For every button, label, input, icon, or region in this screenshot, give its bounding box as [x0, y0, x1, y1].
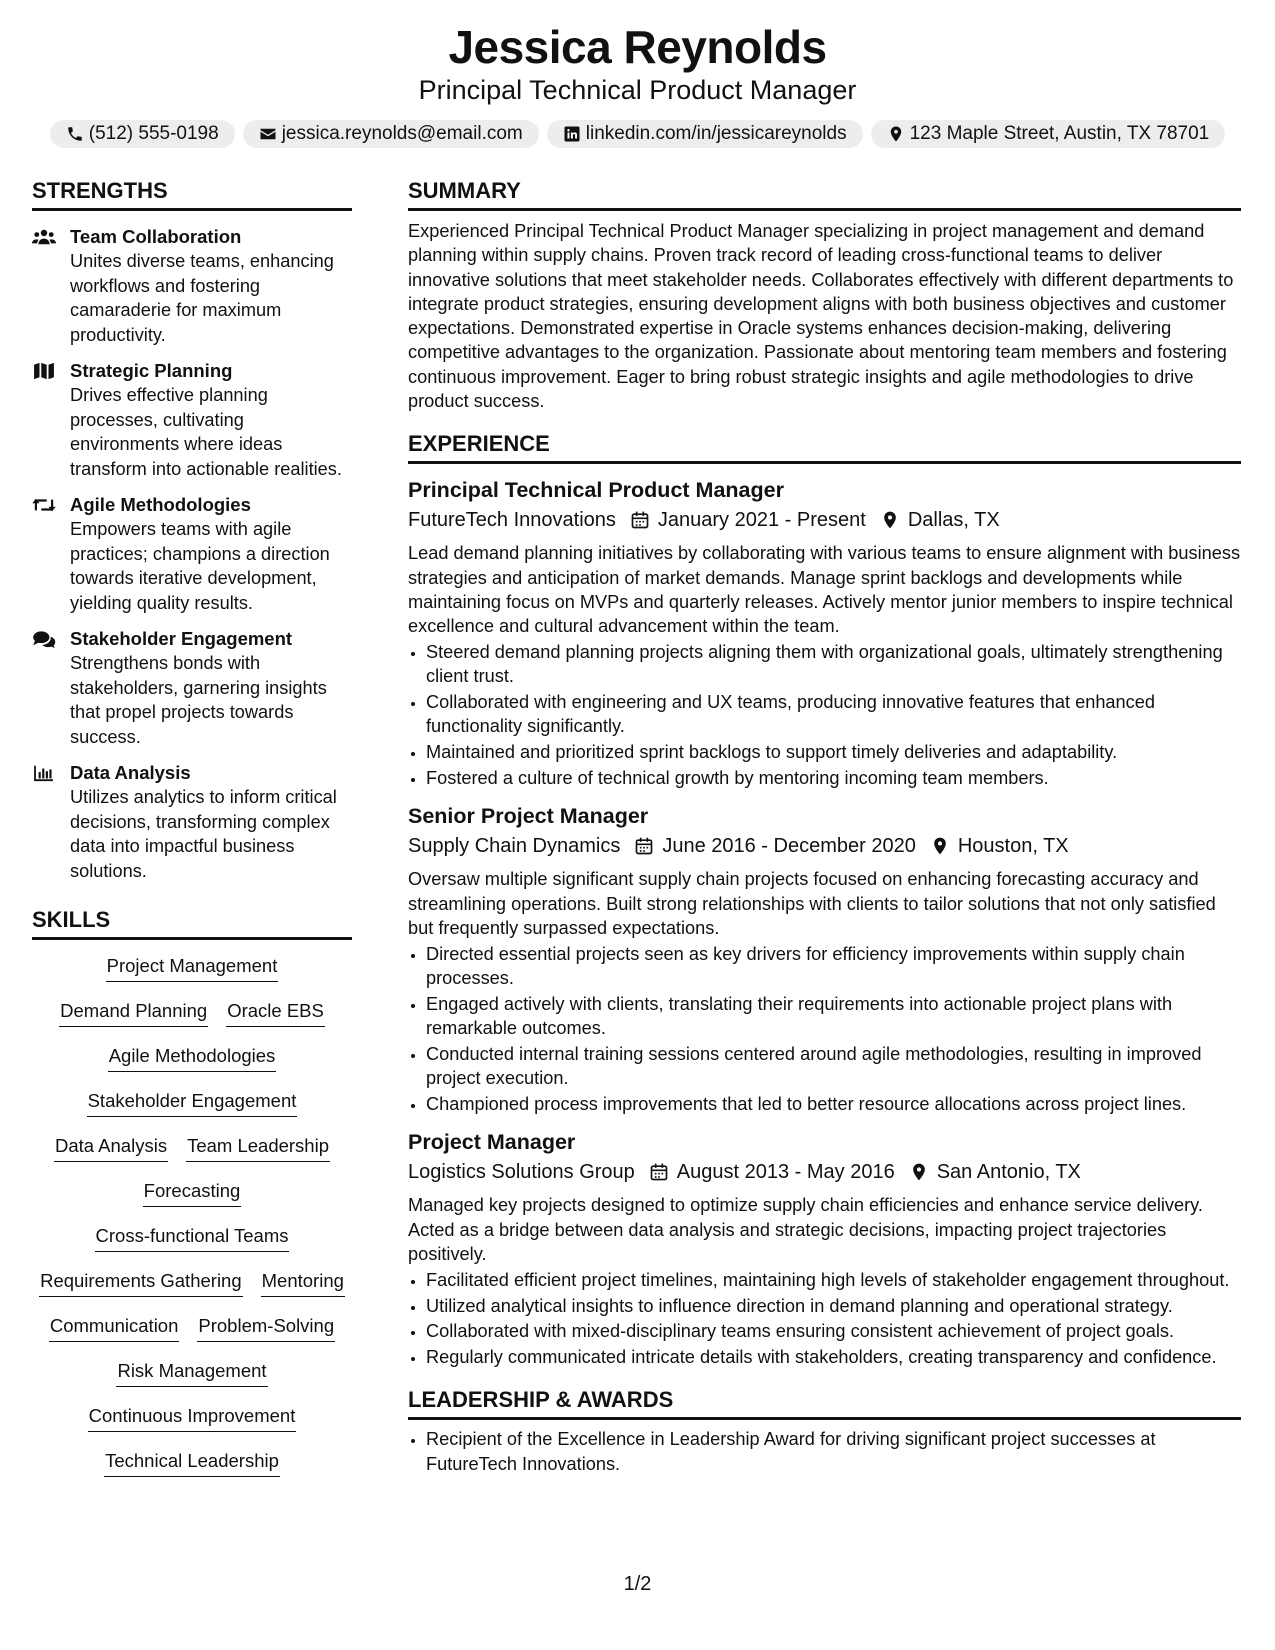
- map-marker-icon: [930, 836, 950, 856]
- candidate-name: Jessica Reynolds: [448, 21, 827, 73]
- strength-item: [32, 359, 352, 481]
- envelope-icon: [259, 125, 277, 143]
- contact-linkedin[interactable]: [547, 120, 863, 148]
- skill-tag: Oracle EBS: [226, 999, 325, 1027]
- skill-tag: Forecasting: [143, 1179, 242, 1207]
- contact-phone[interactable]: [50, 120, 235, 148]
- calendar-icon: [649, 1162, 669, 1182]
- job-location: Dallas, TX: [907, 509, 1000, 532]
- left-column: [32, 176, 352, 1494]
- job-description: Managed key projects designed to optimize supply chain efficiencies and enhance service delivery. Acted as a bridge between data analysis and strategic decisions, impacting project trajectories positively.: [408, 1195, 1203, 1264]
- bullet-item: • Championed process improvements that led to better resource allocations across project lines.: [426, 1092, 1241, 1116]
- skill-tag: Stakeholder Engagement: [87, 1089, 298, 1117]
- strength-item: [32, 225, 352, 347]
- map-marker-icon: [887, 125, 905, 143]
- skill-tag: Team Leadership: [186, 1134, 330, 1162]
- skill-tag: Project Management: [106, 954, 279, 982]
- map-marker-icon: [909, 1162, 929, 1182]
- job-entry: [408, 802, 1241, 1116]
- job-meta: [408, 505, 1241, 535]
- skills-list: [32, 954, 352, 1494]
- strengths-list: [32, 225, 352, 883]
- map-marker-icon: [880, 510, 900, 530]
- contact-address[interactable]: [871, 120, 1226, 148]
- right-column: [408, 176, 1241, 1476]
- bullet-item: • Maintained and prioritized sprint backlogs to support timely deliveries and adaptability.: [426, 740, 1241, 764]
- summary-text: Experienced Principal Technical Product Manager specializing in project management and demand planning within supply chains. Proven track record of leading cross-functional teams to deliver innovative solutions that meet stakeholder needs. Collaborates effectively with different departments to integrate product strategies, ensuring development aligns with both business objectives and customer expectations. Demonstrated expertise in Oracle systems enhances decision-making, delivering competitive advantages to the organization. Passionate about mentoring team members and fostering continuous improvement. Eager to bring robust strategic insights and agile methodologies to drive product success.: [408, 221, 1234, 412]
- skill-tag: Cross-functional Teams: [95, 1224, 290, 1252]
- job-meta: [408, 1157, 1241, 1187]
- job-dates: June 2016 - December 2020: [662, 835, 916, 858]
- page-number: 1/2: [623, 1573, 652, 1595]
- experience-heading: EXPERIENCE: [408, 429, 1241, 464]
- job-title: Project Manager: [408, 1130, 576, 1155]
- map-icon: [32, 362, 56, 380]
- linkedin-icon: [563, 125, 581, 143]
- awards-list: [408, 1427, 1241, 1476]
- job-location: San Antonio, TX: [936, 1161, 1081, 1184]
- job-company: Supply Chain Dynamics: [408, 835, 621, 858]
- awards-heading: LEADERSHIP & AWARDS: [408, 1385, 1241, 1420]
- skill-tag: Requirements Gathering: [39, 1269, 243, 1297]
- strength-name: Team Collaboration: [70, 226, 242, 247]
- job-title: Principal Technical Product Manager: [408, 478, 784, 503]
- strength-desc: Empowers teams with agile practices; champions a direction towards iterative development, yielding quality results.: [70, 519, 330, 613]
- bullet-item: • Collaborated with engineering and UX teams, producing innovative features that enhanced functionality significantly.: [426, 690, 1241, 739]
- phone-icon: [66, 125, 84, 143]
- comments-icon: [32, 630, 56, 648]
- bullet-item: • Steered demand planning projects aligning them with organizational goals, ultimately strengthening client trust.: [426, 640, 1241, 689]
- strength-name: Strategic Planning: [70, 360, 233, 381]
- strength-name: Stakeholder Engagement: [70, 628, 293, 649]
- retweet-icon: [32, 496, 56, 514]
- calendar-icon: [634, 836, 654, 856]
- address-text: 123 Maple Street, Austin, TX 78701: [909, 123, 1210, 144]
- bullet-item: • Conducted internal training sessions centered around agile methodologies, resulting in improved project execution.: [426, 1042, 1241, 1091]
- bullet-item: • Fostered a culture of technical growth by mentoring incoming team members.: [426, 766, 1241, 790]
- award-item: • Recipient of the Excellence in Leadership Award for driving significant project successes at FutureTech Innovations.: [426, 1427, 1241, 1476]
- skill-tag: Data Analysis: [54, 1134, 168, 1162]
- strength-desc: Unites diverse teams, enhancing workflows and fostering camaraderie for maximum productivity.: [70, 251, 334, 345]
- email-text: jessica.reynolds@email.com: [281, 123, 523, 144]
- bullet-item: • Collaborated with mixed-disciplinary teams ensuring consistent achievement of project goals.: [426, 1319, 1241, 1343]
- job-dates: January 2021 - Present: [657, 509, 866, 532]
- summary-heading: SUMMARY: [408, 176, 1241, 211]
- skill-tag: Agile Methodologies: [108, 1044, 277, 1072]
- strength-name: Data Analysis: [70, 762, 191, 783]
- skill-tag: Continuous Improvement: [88, 1404, 297, 1432]
- job-meta: [408, 831, 1241, 861]
- contact-email[interactable]: [243, 120, 539, 148]
- job-dates: August 2013 - May 2016: [676, 1161, 895, 1184]
- resume-header: [0, 20, 1275, 148]
- job-location: Houston, TX: [957, 835, 1069, 858]
- bullet-item: • Regularly communicated intricate details with stakeholders, creating transparency and confidence.: [426, 1345, 1241, 1369]
- strength-name: Agile Methodologies: [70, 494, 251, 515]
- job-entry: [408, 1128, 1241, 1369]
- strength-item: [32, 627, 352, 749]
- skill-tag: Risk Management: [116, 1359, 267, 1387]
- linkedin-text: linkedin.com/in/jessicareynolds: [585, 123, 847, 144]
- skill-tag: Technical Leadership: [104, 1449, 280, 1477]
- bullet-item: • Utilized analytical insights to influence direction in demand planning and operational strategy.: [426, 1294, 1241, 1318]
- skill-tag: Communication: [49, 1314, 180, 1342]
- job-bullets: [408, 942, 1241, 1117]
- phone-text: (512) 555-0198: [88, 123, 219, 144]
- strength-item: [32, 493, 352, 615]
- candidate-title: Principal Technical Product Manager: [418, 75, 857, 105]
- job-entry: [408, 476, 1241, 790]
- job-title: Senior Project Manager: [408, 804, 649, 829]
- calendar-icon: [630, 510, 650, 530]
- job-company: Logistics Solutions Group: [408, 1161, 635, 1184]
- strength-desc: Strengthens bonds with stakeholders, garnering insights that propel projects towards success.: [70, 653, 327, 747]
- bullet-item: • Engaged actively with clients, translating their requirements into actionable project plans with remarkable outcomes.: [426, 992, 1241, 1041]
- strength-item: [32, 761, 352, 883]
- bar-chart-icon: [32, 764, 56, 782]
- users-icon: [32, 228, 56, 246]
- strength-desc: Utilizes analytics to inform critical decisions, transforming complex data into impactful business solutions.: [70, 787, 337, 881]
- bullet-item: • Directed essential projects seen as key drivers for efficiency improvements within supply chain processes.: [426, 942, 1241, 991]
- contact-bar: [0, 120, 1275, 148]
- job-bullets: [408, 640, 1241, 790]
- skills-heading: SKILLS: [32, 905, 352, 940]
- job-description: Lead demand planning initiatives by collaborating with various teams to ensure alignment with business strategies and anticipation of market demands. Manage sprint backlogs and developments while maintaining focus on MVPs and quarterly releases. Actively mentor junior members to inspire technical excellence and cultural advancement within the team.: [408, 543, 1241, 637]
- job-company: FutureTech Innovations: [408, 509, 616, 532]
- skill-tag: Problem-Solving: [197, 1314, 335, 1342]
- skill-tag: Mentoring: [261, 1269, 345, 1297]
- strengths-heading: STRENGTHS: [32, 176, 352, 211]
- job-bullets: [408, 1268, 1241, 1370]
- awards-section: [408, 1427, 1241, 1476]
- strength-desc: Drives effective planning processes, cultivating environments where ideas transform into actionable realities.: [70, 385, 342, 479]
- job-description: Oversaw multiple significant supply chain projects focused on enhancing forecasting accuracy and streamlining operations. Built strong relationships with clients to tailor solutions that not only satisfied but frequently surpassed expectations.: [408, 869, 1216, 938]
- bullet-item: • Facilitated efficient project timelines, maintaining high levels of stakeholder engagement throughout.: [426, 1268, 1241, 1292]
- skill-tag: Demand Planning: [59, 999, 208, 1027]
